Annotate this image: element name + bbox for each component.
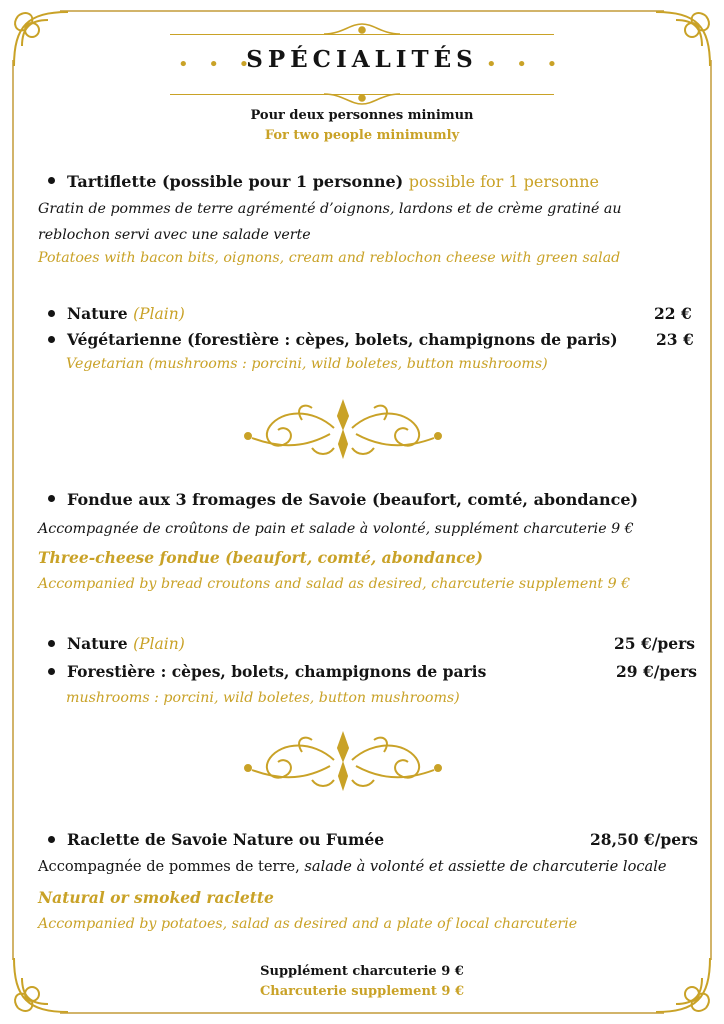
bullet-icon [48,495,55,502]
title-flourish-top-icon [322,22,402,36]
raclette-desc-fr [38,858,667,875]
fondue-option-nature [48,634,185,653]
raclette-desc-fr-normal: Accompagnée de pommes de terre, [38,858,300,875]
tartiflette-desc-en: Potatoes with bacon bits, oignons, cream and reblochon cheese with green salad [38,250,621,266]
tartiflette-option-vegetarienne [48,330,618,349]
raclette-heading [48,830,384,849]
fondue-desc-fr: Accompagnée de croûtons de pain et salade à volonté, supplément charcuterie 9 € [38,521,634,537]
supplement-en: Charcuterie supplement 9 € [259,984,465,999]
fondue-forestiere-en: mushrooms : porcini, wild boletes, button mushrooms) [66,690,460,706]
option-name-en: (Plain) [133,305,185,323]
tartiflette-nature-price: 22 € [654,304,692,323]
corner-ornament-bottom-left [8,948,78,1018]
tartiflette-vegetarienne-price: 23 € [656,330,694,349]
flourish-divider-icon [242,398,444,462]
frame-right-line [710,60,712,960]
bullet-icon [48,177,55,184]
frame-left-line [12,60,14,960]
fondue-heading [48,490,638,509]
tartiflette-vegetarian-en: Vegetarian (mushrooms : porcini, wild boletes, button mushrooms) [66,356,548,372]
tartiflette-desc-fr: Gratin de pommes de terre agrémenté d’oignons, lardons et de crème gratiné au reblochon servi avec une salade verte [38,201,622,243]
raclette-name: Raclette de Savoie Nature ou Fumée [67,830,385,849]
bullet-icon [48,310,55,317]
option-name: Végétarienne (forestière : cèpes, bolets, champignons de paris) [67,330,618,349]
fondue-name: Fondue aux 3 fromages de Savoie (beaufort, comté, abondance) [67,490,639,509]
subtitle-fr: Pour deux personnes minimun [250,108,474,123]
fondue-desc-en: Accompanied by bread croutons and salad as desired, charcuterie supplement 9 € [38,576,631,592]
page-title: SPÉCIALITÉS [246,46,478,73]
option-name: Forestière : cèpes, bolets, champignons de paris [67,662,487,681]
option-name: Nature [67,634,128,653]
option-name: Nature [67,304,128,323]
raclette-desc-en: Accompanied by potatoes, salad as desired and a plate of local charcuterie [38,916,578,932]
corner-ornament-bottom-right [646,948,716,1018]
raclette-desc-fr-italic: salade à volonté et assiette de charcuterie locale [299,858,667,875]
bullet-icon [48,836,55,843]
tartiflette-name-en: possible for 1 personne [408,172,599,191]
fondue-option-forestiere [48,662,486,681]
flourish-divider-icon [242,730,444,794]
title-dots-left: • • • [178,54,257,75]
subtitle-en: For two people minimumly [264,128,460,143]
bullet-icon [48,668,55,675]
raclette-price: 28,50 €/pers [590,830,698,849]
raclette-name-en: Natural or smoked raclette [38,888,274,907]
tartiflette-option-nature [48,304,185,323]
fondue-name-en: Three-cheese fondue (beaufort, comté, abondance) [38,548,483,567]
option-name-en: (Plain) [133,635,185,653]
title-dots-right: • • • [486,54,565,75]
tartiflette-name: Tartiflette (possible pour 1 personne) [67,172,404,191]
frame-bottom-line [60,1012,664,1014]
bullet-icon [48,640,55,647]
supplement-fr: Supplément charcuterie 9 € [260,964,464,979]
bullet-icon [48,336,55,343]
fondue-forestiere-price: 29 €/pers [616,662,698,681]
tartiflette-heading [48,172,599,191]
fondue-nature-price: 25 €/pers [614,634,696,653]
frame-top-line [60,10,664,12]
title-flourish-bottom-icon [322,92,402,106]
